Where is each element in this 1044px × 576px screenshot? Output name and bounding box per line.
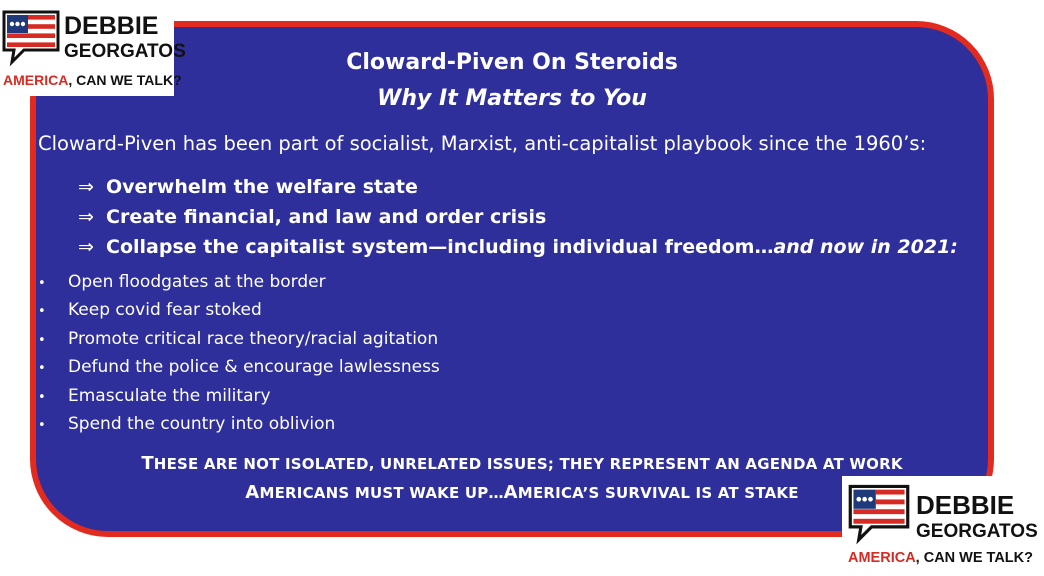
bullet-icon: • — [38, 389, 46, 405]
arrow-item-emphasis: and now in 2021: — [773, 236, 958, 258]
logo-tagline: AMERICA, CAN WE TALK? — [3, 72, 182, 88]
arrow-list — [78, 172, 958, 262]
intro-text: Cloward-Piven has been part of socialist, Marxist, anti-capitalist playbook since the 1960’s: — [38, 132, 927, 155]
slide-subtitle: Why It Matters to You — [377, 86, 647, 111]
arrow-item: ⇒ Collapse the capitalist system—including individual freedom…and now in 2021: — [78, 232, 958, 262]
bullet-icon: • — [38, 276, 46, 291]
list-item: • Spend the country into oblivion — [38, 410, 440, 438]
list-item: • Defund the police & encourage lawlessness — [38, 353, 440, 381]
arrow-item: ⇒ Overwhelm the welfare state — [78, 172, 958, 202]
speech-bubble-flag-icon — [846, 482, 912, 546]
closing-line-2: AMERICANS MUST WAKE UP…AMERICA’S SURVIVAL IS AT STAKE — [245, 482, 799, 503]
speech-bubble-flag-icon — [0, 8, 62, 68]
bullet-icon: • — [38, 417, 46, 433]
brand-logo: DEBBIE GEORGATOS AMERICA, CAN WE TALK? — [0, 0, 174, 96]
bullet-list — [38, 268, 440, 438]
bullet-icon: • — [38, 304, 46, 320]
bullet-icon: • — [38, 361, 46, 377]
list-item: • Open floodgates at the border — [38, 268, 440, 296]
list-item: • Promote critical race theory/racial agitation — [38, 325, 440, 353]
double-arrow-icon: ⇒ — [78, 236, 94, 258]
closing-line-1: THESE ARE NOT ISOLATED, UNRELATED ISSUES; THEY REPRESENT AN AGENDA AT WORK — [141, 453, 903, 474]
brand-logo: DEBBIE GEORGATOS AMERICA, CAN WE TALK? — [842, 476, 1024, 576]
bullet-icon: • — [38, 332, 46, 348]
arrow-item: ⇒ Create financial, and law and order crisis — [78, 202, 958, 232]
double-arrow-icon: ⇒ — [78, 176, 94, 198]
list-item: • Keep covid fear stoked — [38, 296, 440, 324]
logo-tagline: AMERICA, CAN WE TALK? — [848, 550, 1033, 566]
double-arrow-icon: ⇒ — [78, 206, 94, 228]
list-item: • Emasculate the military — [38, 382, 440, 410]
slide-title: Cloward-Piven On Steroids — [346, 50, 678, 75]
